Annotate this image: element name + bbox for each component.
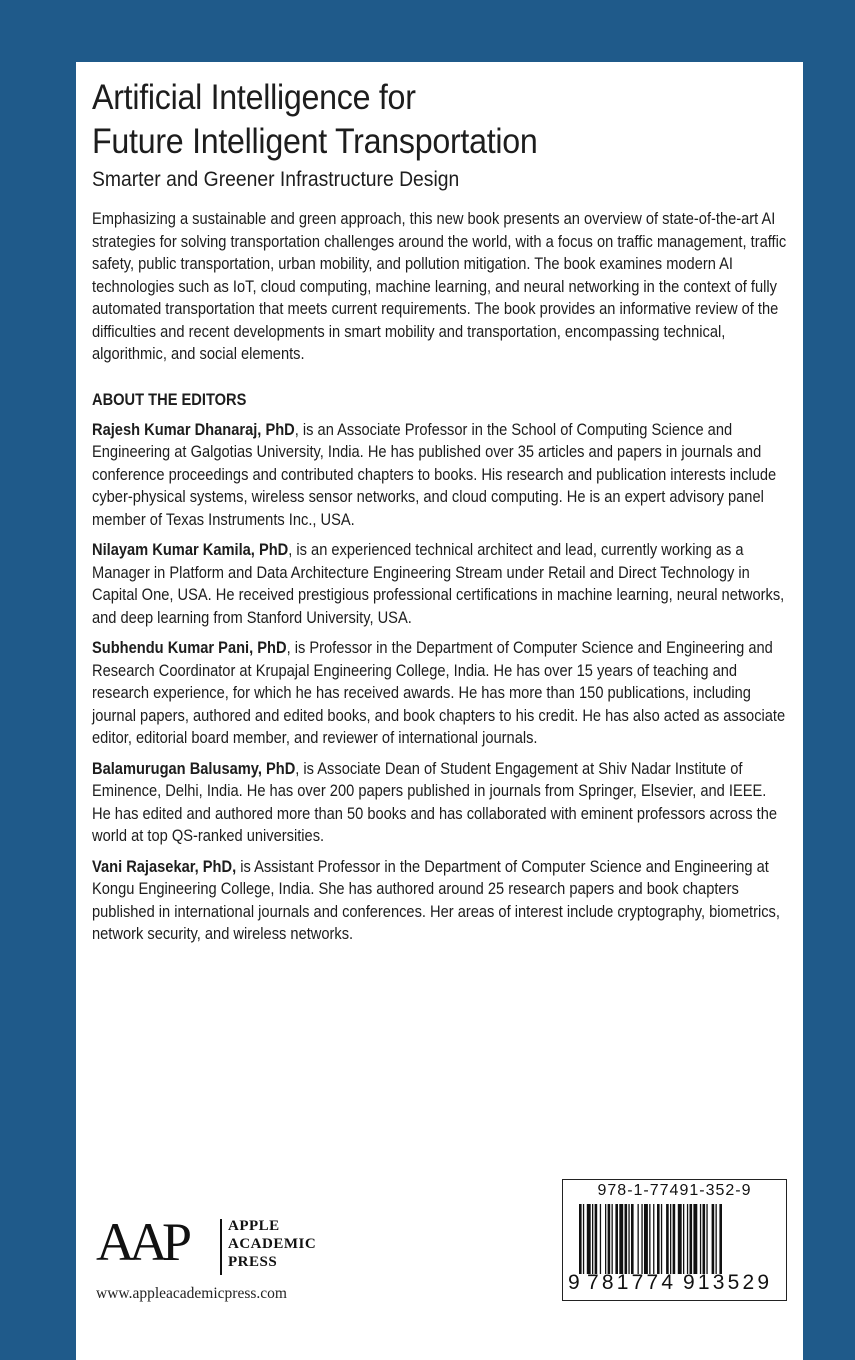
barcode-stripe — [700, 1204, 701, 1274]
editor-bio — [92, 539, 788, 629]
barcode-stripe — [608, 1204, 611, 1274]
barcode-stripe — [600, 1204, 601, 1274]
barcode-stripe — [661, 1204, 662, 1274]
barcode-stripe — [619, 1204, 623, 1274]
barcode-stripe — [703, 1204, 706, 1274]
editor-bio — [92, 419, 788, 532]
book-title-line1: Artificial Intelligence for — [92, 78, 416, 117]
publisher-name-line1: APPLE — [228, 1218, 280, 1234]
isbn-digits-right: 913529 — [683, 1271, 773, 1294]
book-title — [92, 76, 791, 164]
barcode-icon — [579, 1204, 771, 1274]
barcode-stripe — [615, 1204, 618, 1274]
barcode-stripe — [579, 1204, 582, 1274]
barcode-stripe — [638, 1204, 639, 1274]
editor-bio — [92, 637, 788, 750]
editor-bio — [92, 758, 788, 848]
editor-description: , is an Associate Professor in the School of Computing Science and Engineering at Galgotias University, India. He has published over 35 articles and papers in journals and conference proceedings and contributed chapters to books. His research and publication interests include cyber-physical systems, wireless sensor networks, and cloud computing. He is an expert advisory panel member of Texas Instruments Inc., USA. — [92, 420, 777, 529]
barcode-stripe — [657, 1204, 660, 1274]
barcode-stripe — [583, 1204, 584, 1274]
barcode-stripe — [673, 1204, 676, 1274]
editor-description: , is Professor in the Department of Computer Science and Engineering and Research Coordinator at Krupajal Engineering College, India. He has over 15 years of teaching and research experience, for which he has received awards. He has more than 150 publications, including journal papers, authored and edited books, and book chapters to his credit. He has also acted as associate editor, editorial board member, and reviewer of international journals. — [92, 639, 786, 747]
logo-divider — [220, 1219, 222, 1275]
publisher-logo — [96, 1212, 336, 1305]
barcode-stripe — [706, 1204, 707, 1274]
back-cover-panel — [76, 62, 803, 1360]
barcode-stripe — [666, 1204, 669, 1274]
publisher-name — [228, 1217, 316, 1271]
editor-description: is Assistant Professor in the Department of Computer Science and Engineering at Kongu Engineering College, India. She has authored around 25 research papers and book chapters published in international journals and conferences. Her areas of interest include cryptography, biometrics, network security, and wireless networks. — [92, 857, 780, 943]
barcode-stripe — [670, 1204, 671, 1274]
editor-name: Vani Rajasekar, PhD, — [92, 857, 237, 876]
barcode-stripe — [678, 1204, 682, 1274]
book-subtitle: Smarter and Greener Infrastructure Design — [92, 168, 460, 191]
barcode-stripe — [712, 1204, 715, 1274]
publisher-name-line2: ACADEMIC — [228, 1236, 317, 1252]
isbn-digits-left: 781774 — [587, 1271, 677, 1294]
barcode-stripe — [631, 1204, 634, 1274]
cover-content — [92, 76, 788, 946]
barcode-stripe — [687, 1204, 688, 1274]
barcode-stripe — [605, 1204, 606, 1274]
barcode-stripe — [625, 1204, 628, 1274]
barcode-stripe — [641, 1204, 642, 1274]
barcode-stripe — [716, 1204, 717, 1274]
editor-name: Subhendu Kumar Pani, PhD — [92, 639, 287, 657]
publisher-name-line3: PRESS — [228, 1254, 278, 1270]
editor-name: Balamurugan Balusamy, PhD — [92, 759, 296, 778]
barcode-stripe — [612, 1204, 613, 1274]
aap-logo-mark: AAP — [96, 1212, 187, 1272]
barcode-stripe — [649, 1204, 650, 1274]
barcode-stripe — [690, 1204, 693, 1274]
barcode-stripe — [644, 1204, 648, 1274]
book-description: Emphasizing a sustainable and green approach, this new book presents an overview of state-of-the-art AI strategies for solving transportation challenges around the world, with a focus on traffic management, traffic safety, public transportation, urban mobility, and pollution mitigation. The book examines modern AI technologies such as IoT, cloud computing, machine learning, and neural networking in the context of fully automated transportation that meets current requirements. The book provides an informative review of the difficulties and recent developments in smart mobility and transportation, encompassing technical, algorithmic, and social elements. — [92, 210, 787, 363]
barcode-stripe — [595, 1204, 598, 1274]
editor-name: Nilayam Kumar Kamila, PhD — [92, 541, 289, 559]
publisher-url: www.appleacademicpress.com — [96, 1285, 287, 1302]
about-editors-heading: ABOUT THE EDITORS — [92, 390, 247, 409]
editor-bio — [92, 856, 788, 946]
isbn-number: 978-1-77491-352-9 — [597, 1182, 752, 1199]
barcode-stripe — [719, 1204, 722, 1274]
barcode-stripe — [683, 1204, 684, 1274]
barcode-stripe — [592, 1204, 593, 1274]
barcode-stripe — [693, 1204, 697, 1274]
editor-description: , is an experienced technical architect and lead, currently working as a Manager in Platform and Data Architecture Engineering Stream under Retail and Direct Technology in Capital One, USA. He received prestigious professional certifications in machine learning, neural networks, and deep learning from Stanford University, USA. — [92, 541, 785, 627]
editor-description: , is Associate Dean of Student Engagement at Shiv Nadar Institute of Eminence, Delhi, India. He has over 200 papers published in journals from Springer, Elsevier, and IEEE. He has edited and authored more than 50 books and has collaborated with eminent professors across the world at top QS-ranked universities. — [92, 759, 778, 845]
barcode-stripe — [628, 1204, 629, 1274]
barcode-stripe — [587, 1204, 591, 1274]
isbn-barcode — [562, 1179, 787, 1301]
barcode-stripe — [653, 1204, 654, 1274]
isbn-digit-first: 9 — [568, 1271, 580, 1294]
book-title-line2: Future Intelligent Transportation — [92, 122, 538, 161]
editor-name: Rajesh Kumar Dhanaraj, PhD — [92, 420, 295, 439]
